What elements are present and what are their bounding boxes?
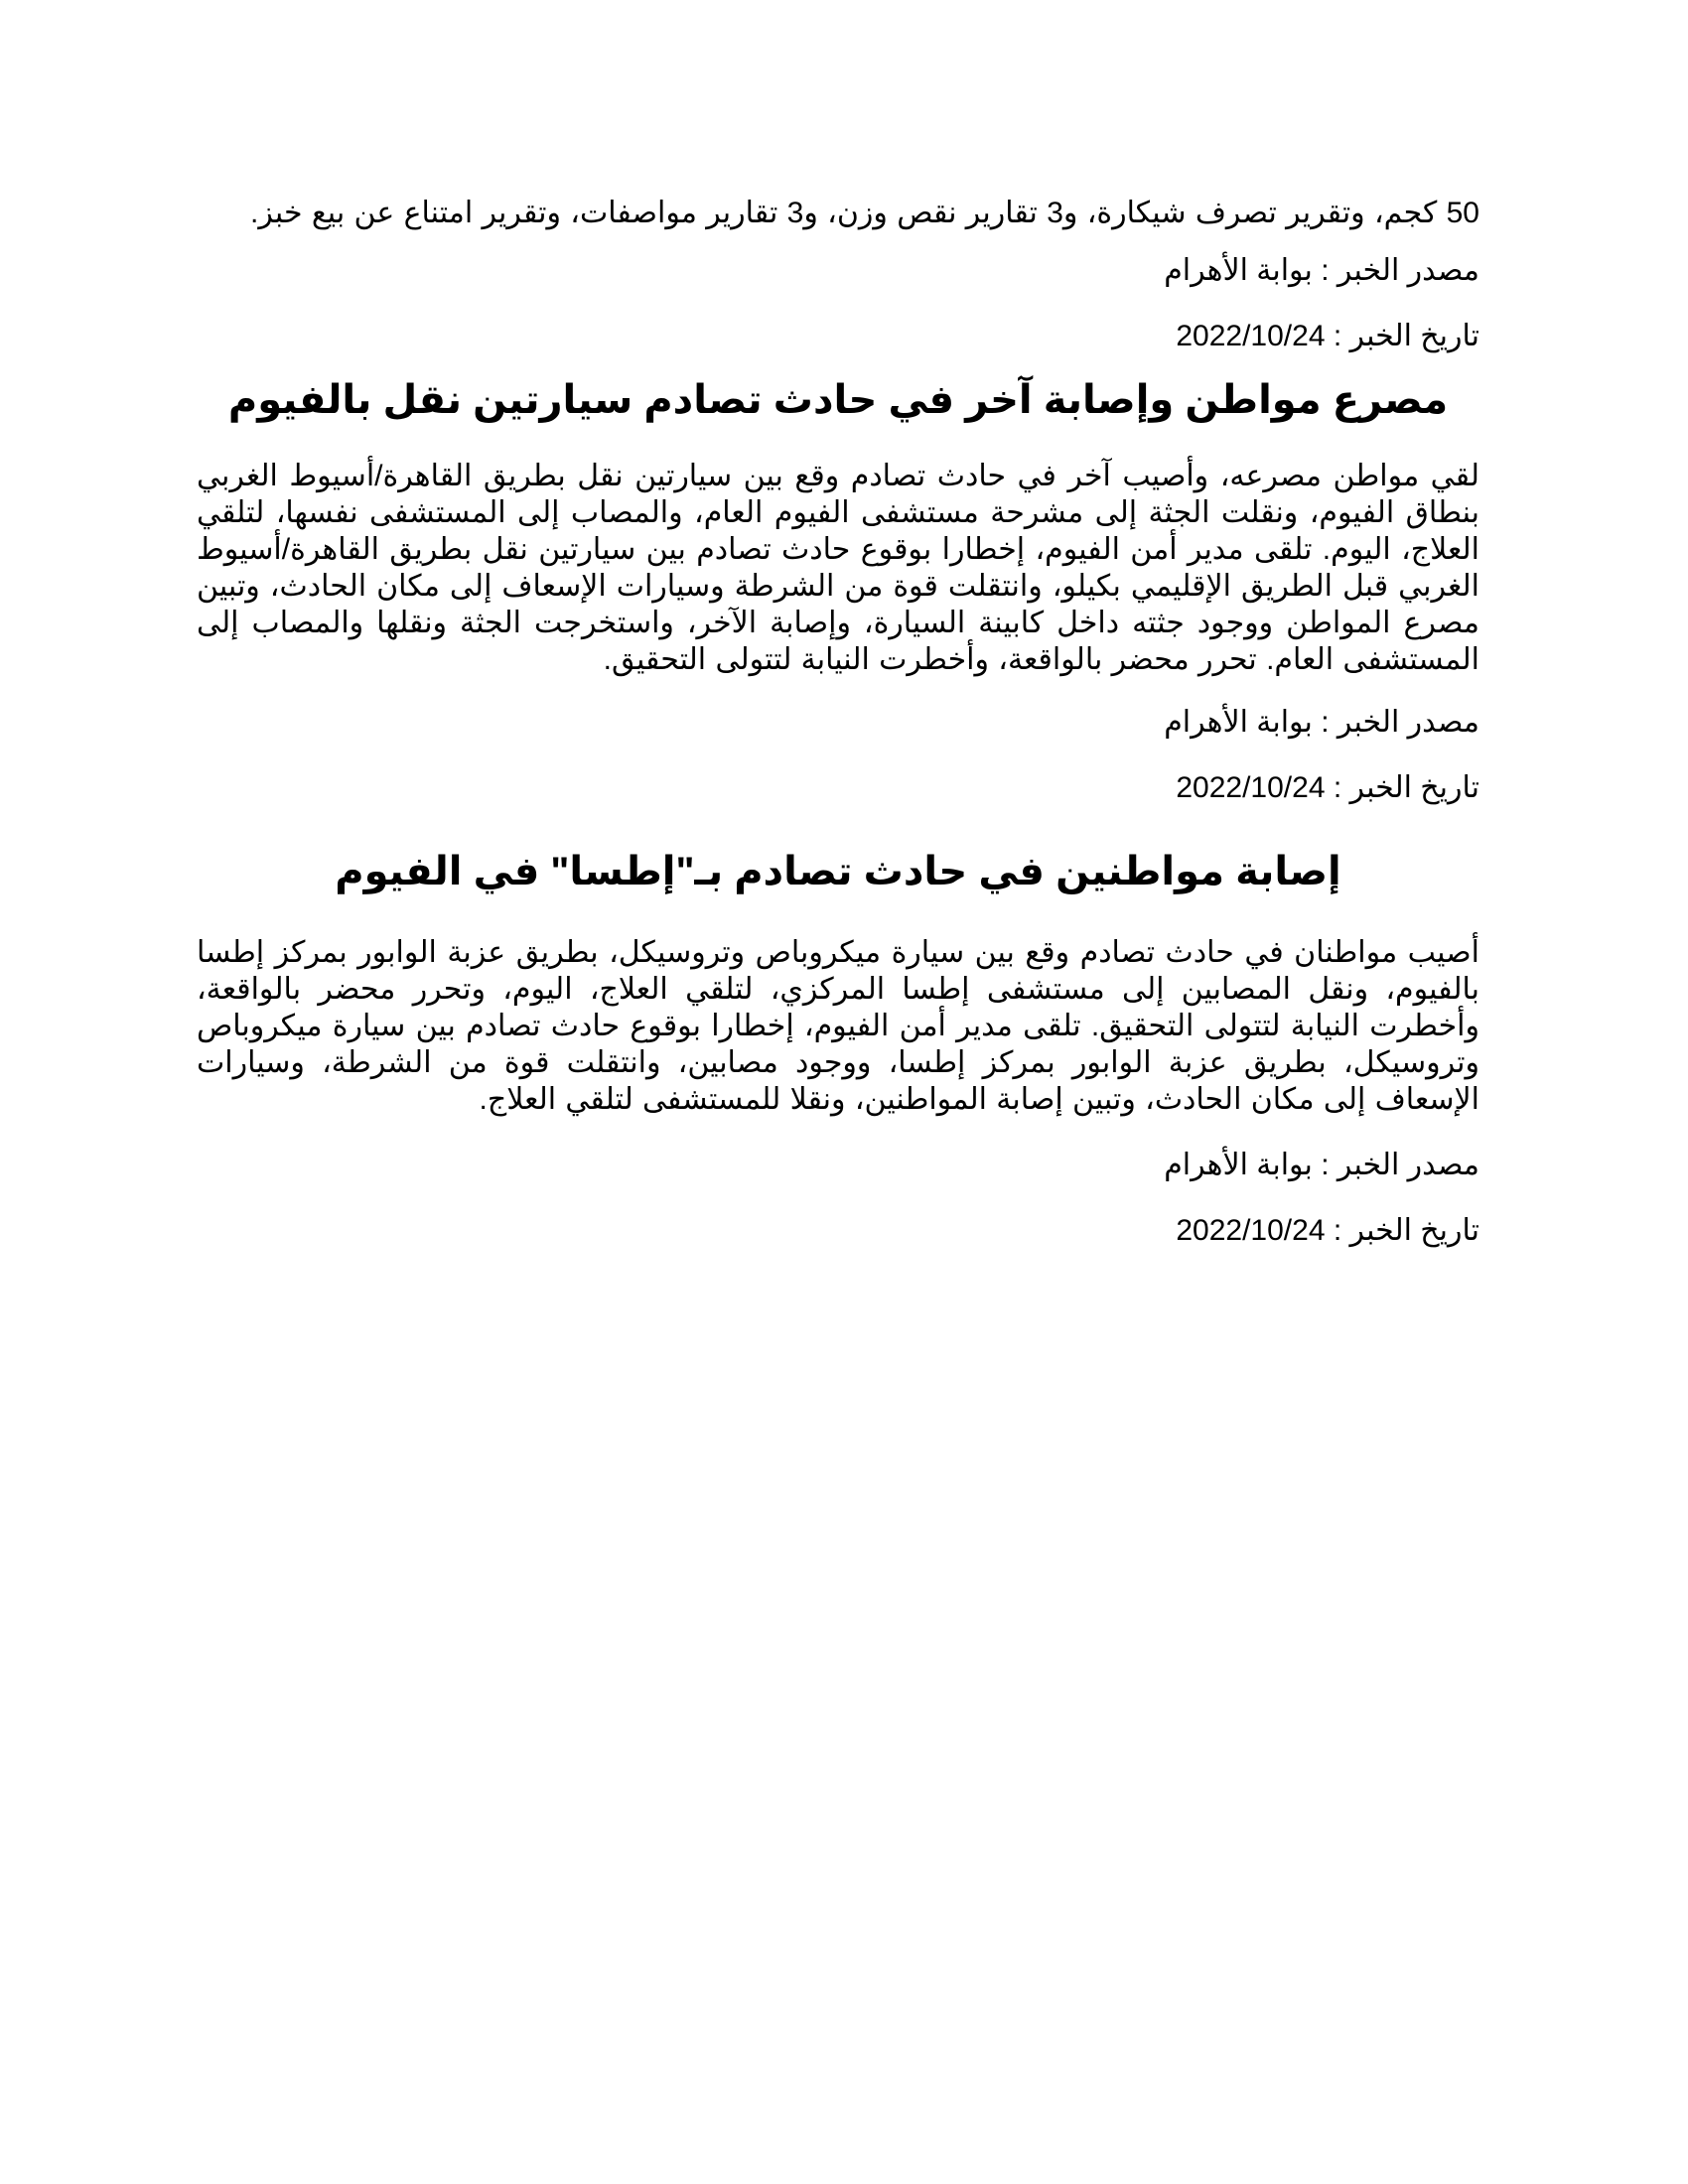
document-page (197, 195, 1479, 1249)
article-continuation (197, 195, 1479, 354)
article-source: مصدر الخبر : بوابة الأهرام (1164, 254, 1479, 287)
article-date: تاريخ الخبر : 2022/10/24 (1176, 320, 1479, 352)
article-source: مصدر الخبر : بوابة الأهرام (1164, 706, 1479, 739)
article-itsa-crash (197, 848, 1479, 1249)
article-headline: إصابة مواطنين في حادث تصادم بـ"إطسا" في الفيوم (335, 850, 1341, 893)
article-body: 50 كجم، وتقرير تصرف شيكارة، و3 تقارير نقص وزن، و3 تقارير مواصفات، وتقرير امتناع عن بيع خبز. (250, 197, 1479, 229)
article-headline: مصرع مواطن وإصابة آخر في حادث تصادم سيارتين نقل بالفيوم (227, 378, 1449, 422)
article-date: تاريخ الخبر : 2022/10/24 (1176, 771, 1479, 804)
article-body: أصيب مواطنان في حادث تصادم وقع بين سيارة ميكروباص وتروسيكل، بطريق عزبة الوابور بمركز إطسا بالفيوم، ونقل المصابين إلى مستشفى إطسا المركزي، لتلقي العلاج، اليوم، وتحرر محضر بالواقعة، وأخطرت النيابة لتتولى التحقيق. تلقى مدير أمن الفيوم، إخطارا بوقوع حادث تصادم بين سيارة ميكروباص وتروسيكل، بطريق عزبة الوابور بمركز إطسا، ووجود مصابين، وانتقلت قوة من الشرطة، وسيارات الإسعاف إلى مكان الحادث، وتبين إصابة المواطنين، ونقلا للمستشفى لتلقي العلاج. (197, 936, 1479, 1116)
article-date: تاريخ الخبر : 2022/10/24 (1176, 1214, 1479, 1247)
article-source: مصدر الخبر : بوابة الأهرام (1164, 1149, 1479, 1181)
article-fayoum-truck-crash (197, 376, 1479, 806)
article-body: لقي مواطن مصرعه، وأصيب آخر في حادث تصادم وقع بين سيارتين نقل بطريق القاهرة/أسيوط الغربي بنطاق الفيوم، ونقلت الجثة إلى مشرحة مستشفى الفيوم العام، والمصاب إلى المستشفى نفسها، لتلقي العلاج، اليوم. تلقى مدير أمن الفيوم، إخطارا بوقوع حادث تصادم بين سيارتين نقل بطريق القاهرة/أسيوط الغربي قبل الطريق الإقليمي بكيلو، وانتقلت قوة من الشرطة وسيارات الإسعاف إلى مكان الحادث، وتبين مصرع المواطن ووجود جثته داخل كابينة السيارة، وإصابة الآخر، واستخرجت الجثة ونقلها والمصاب إلى المستشفى العام. تحرر محضر بالواقعة، وأخطرت النيابة لتتولى التحقيق. (197, 460, 1479, 676)
